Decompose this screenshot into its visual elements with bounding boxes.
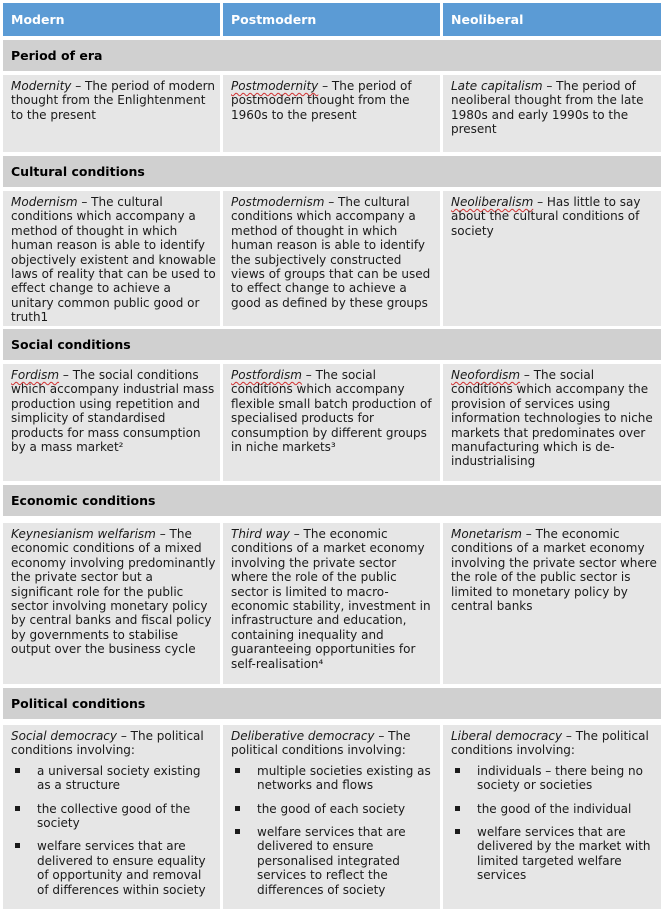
term-neoliberalism: Neoliberalism: [451, 195, 534, 209]
cell-deliberative-democracy: [223, 725, 440, 909]
cell-postmodernity: [223, 75, 440, 152]
term-liberal-democracy: Liberal democracy: [451, 729, 563, 743]
list-item: the collective good of the society: [11, 802, 216, 831]
term-deliberative-democracy: Deliberative democracy: [231, 729, 375, 743]
list-item: a universal society existing as a structure: [11, 764, 216, 793]
cell-social-democracy: [3, 725, 220, 909]
list-item: the good of the individual: [451, 802, 657, 816]
section-title-economic-conditions: Economic conditions: [3, 485, 661, 516]
list-item: the good of each society: [231, 802, 436, 816]
term-social-democracy: Social democracy: [11, 729, 118, 743]
term-modernity: Modernity: [11, 79, 72, 93]
cell-postfordism: [223, 364, 440, 481]
cell-fordism: [3, 364, 220, 481]
cell-neoliberalism: [443, 191, 661, 326]
cell-text: – The economic conditions of a mixed economy involving predominantly the private sector but a significant role for the public sector involving monetary policy by central banks and fiscal policy by governments to stabilise output over the business cycle: [11, 527, 216, 657]
section-title-cultural-conditions: Cultural conditions: [3, 156, 661, 187]
list-item: welfare services that are delivered to ensure equality of opportunity and removal of differences within society: [11, 839, 216, 897]
cell-modernity: [3, 75, 220, 152]
list-item: welfare services that are delivered by the market with limited targeted welfare services: [451, 825, 657, 883]
cell-text: – The economic conditions of a market economy involving the private sector where the role of the public sector is limited to macro-economic stability, investment in infrastructure and education, containing inequality and guaranteeing opportunities for self-realisation⁴: [231, 527, 431, 671]
cell-late-capitalism: [443, 75, 661, 152]
cell-text: – The economic conditions of a market economy involving the private sector where the role of the public sector is limited to monetary policy by central banks: [451, 527, 657, 614]
cell-monetarism: [443, 523, 661, 684]
cell-text: – The social conditions which accompany the provision of services using information technologies to niche markets that predominates over manufacturing which is de-industrialising: [451, 368, 653, 469]
cell-text: – The cultural conditions which accompany a method of thought in which human reason is able to identify objectively existent and knowable laws of reality that can be used to effect change to achieve a unitary common public good or truth1: [11, 195, 216, 325]
cell-text: – The political conditions involving:: [231, 729, 411, 758]
term-fordism: Fordism: [11, 368, 60, 382]
list-item: welfare services that are delivered to ensure personalised integrated services to reflect the differences of society: [231, 825, 436, 897]
column-header-postmodern: Postmodern: [223, 3, 440, 36]
cell-text: – The period of modern thought from the Enlightenment to the present: [11, 79, 215, 122]
section-title-political-conditions: Political conditions: [3, 688, 661, 719]
cell-text: – The political conditions involving:: [11, 729, 204, 758]
bullet-list: [231, 764, 436, 897]
cell-neofordism: [443, 364, 661, 481]
cell-text: – The social conditions which accompany flexible small batch production of specialised products for consumption by different groups in niche markets³: [231, 368, 432, 455]
bullet-list: [11, 764, 216, 897]
list-item: multiple societies existing as networks and flows: [231, 764, 436, 793]
cell-postmodernism: [223, 191, 440, 326]
cell-text: – Has little to say about the cultural conditions of society: [451, 195, 641, 238]
term-postmodernism: Postmodernism: [231, 195, 325, 209]
section-title-period-of-era: Period of era: [3, 40, 661, 71]
term-keynesianism-welfarism: Keynesianism welfarism: [11, 527, 156, 541]
column-header-neoliberal: Neoliberal: [443, 3, 661, 36]
cell-text: – The social conditions which accompany industrial mass production using repetition and simplicity of standardised products for mass consumption by a mass market²: [11, 368, 215, 455]
cell-modernism: [3, 191, 220, 326]
term-neofordism: Neofordism: [451, 368, 521, 382]
list-item: individuals – there being no society or societies: [451, 764, 657, 793]
term-monetarism: Monetarism: [451, 527, 522, 541]
term-postfordism: Postfordism: [231, 368, 302, 382]
term-modernism: Modernism: [11, 195, 78, 209]
section-title-social-conditions: Social conditions: [3, 329, 661, 360]
cell-text: – The period of postmodern thought from the 1960s to the present: [231, 79, 412, 122]
column-header-modern: Modern: [3, 3, 220, 36]
term-late-capitalism: Late capitalism: [451, 79, 543, 93]
bullet-list: [451, 764, 657, 883]
cell-text: – The political conditions involving:: [451, 729, 649, 758]
cell-liberal-democracy: [443, 725, 661, 909]
term-third-way: Third way: [231, 527, 290, 541]
cell-text: – The cultural conditions which accompany a method of thought in which human reason is able to identify the subjectively constructed views of groups that can be used to effect change to achieve a good as defined by these groups: [231, 195, 431, 310]
cell-keynesianism-welfarism: [3, 523, 220, 684]
term-postmodernity: Postmodernity: [231, 79, 319, 93]
cell-text: – The period of neoliberal thought from the late 1980s and early 1990s to the present: [451, 79, 644, 137]
cell-third-way: [223, 523, 440, 684]
